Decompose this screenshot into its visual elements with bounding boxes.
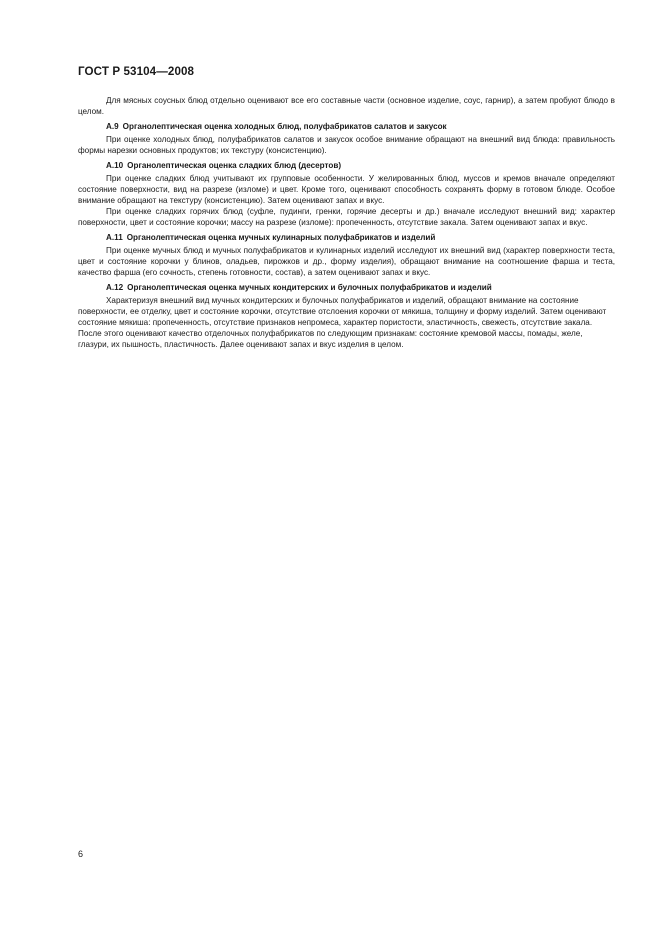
intro-paragraph: Для мясных соусных блюд отдельно оценивают все его составные части (основное изделие, соус, гарнир), а затем пробуют блюдо в целом. [78, 96, 615, 116]
section-heading-a10 [78, 160, 615, 171]
page-number: 6 [78, 849, 84, 859]
paragraph: При оценке холодных блюд, полуфабрикатов салатов и закусок особое внимание обращают на внешний вид блюда: правильность формы нарезки основных продуктов; их текстуру (консистенцию). [78, 135, 615, 155]
section-heading-a11 [78, 232, 615, 243]
paragraph: При оценке сладких горячих блюд (суфле, пудинги, гренки, горячие десерты и др.) вначале исследуют внешний вид: характер поверхности, цвет и состояние корочки; массу на разрезе (изломе): пропеченность, отсутствие закала. Затем оценивают запах и вкус. [78, 207, 615, 227]
section-number: А.10 [106, 161, 124, 170]
section-title: Органолептическая оценка мучных кулинарных полуфабрикатов и изделий [126, 233, 436, 242]
section-title: Органолептическая оценка холодных блюд, полуфабрикатов салатов и закусок [122, 122, 447, 131]
document-code: ГОСТ Р 53104—2008 [78, 65, 195, 78]
paragraph: При оценке мучных блюд и мучных полуфабрикатов и кулинарных изделий исследуют их внешний вид (характер поверхности теста, цвет и состояние корочки у блинов, оладьев, пирожков и др., форму изделия), обращают внимание на соотношение фарша и теста, качество фарша (его сочность, степень готовности, состав), а затем оценивают запах и вкус. [78, 246, 615, 277]
section-title: Органолептическая оценка мучных кондитерских и булочных полуфабрикатов и изделий [127, 283, 492, 292]
section-number: А.11 [106, 233, 123, 242]
paragraph: При оценке сладких блюд учитывают их групповые особенности. У желированных блюд, муссов и кремов вначале определяют состояние поверхности, вид на разрезе (изломе) и цвет. Кроме того, оценивают способность сохранять форму в готовом блюде. Особое внимание обращают на текстуру (консистенцию). Затем оценивают запах и вкус. [78, 174, 615, 205]
section-title: Органолептическая оценка сладких блюд (десертов) [127, 161, 342, 170]
section-number: А.9 [106, 122, 119, 131]
document-body [78, 95, 615, 350]
section-heading-a9 [78, 121, 615, 132]
section-heading-a12 [78, 282, 615, 293]
paragraph: Характеризуя внешний вид мучных кондитерских и булочных полуфабрикатов и изделий, обращают внимание на состояние поверхности, ее отделку, цвет и состояние корочки, отсутствие отслоения корочки от мякиша, толщину и форму изделий. Затем оценивают состояние мякиша: пропеченность, отсутствие признаков непромеса, характер пористости, эластичность, свежесть, отсутствие закала. После этого оценивают качество отделочных полуфабрикатов по следующим признакам: состояние кремовой массы, помады, желе, глазури, их пышность, пластичность. Далее оценивают запах и вкус изделия в целом. [78, 296, 607, 349]
section-number: А.12 [106, 283, 124, 292]
